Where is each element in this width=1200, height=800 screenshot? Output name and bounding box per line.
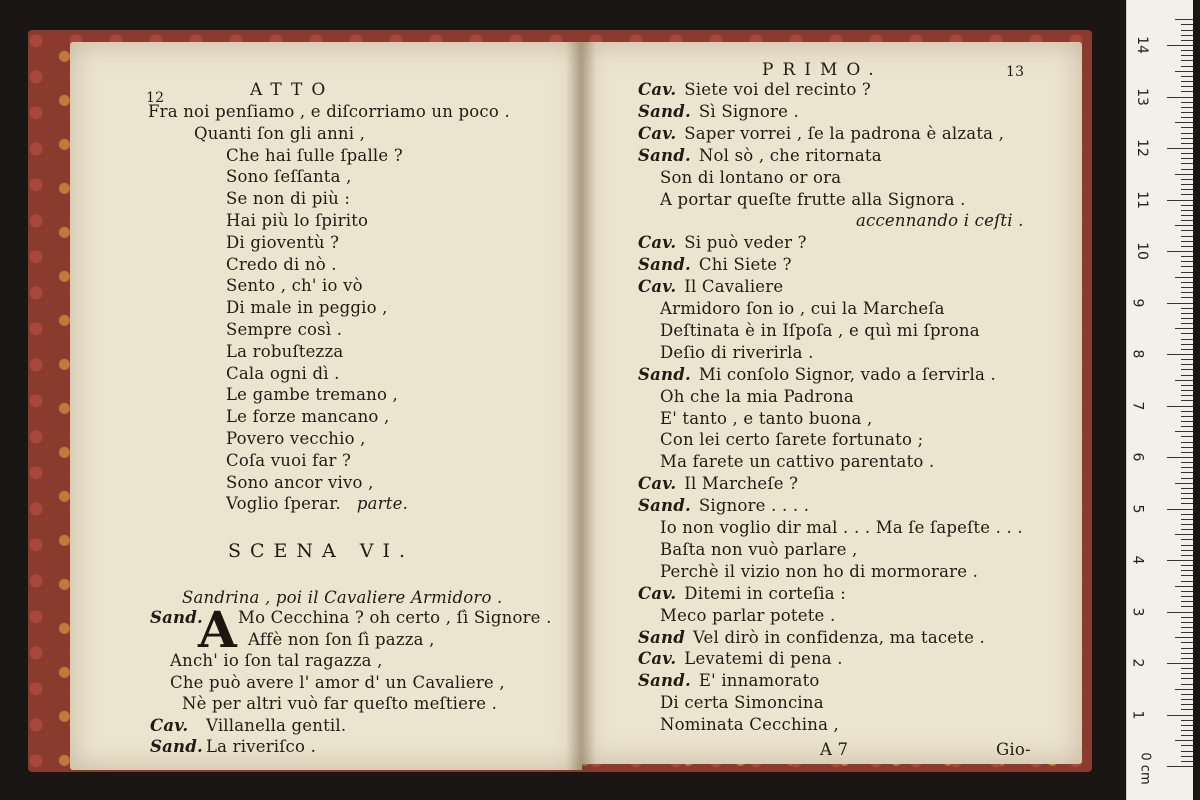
verse-line [226, 451, 351, 470]
ruler-tick [1181, 153, 1193, 154]
ruler-tick [1181, 292, 1193, 293]
ruler-tick [1181, 107, 1193, 108]
ruler-tick [1175, 122, 1193, 123]
ruler-tick [1181, 503, 1193, 504]
dialogue-line [638, 671, 820, 690]
verse-text: Se non di più : [226, 189, 351, 209]
dialogue-text: Baſta non vuò parlare , [660, 539, 858, 559]
ruler-tick [1181, 256, 1193, 257]
ruler-tick [1175, 71, 1193, 72]
dialogue-text: Vel dirò in confidenza, ma tacete . [692, 627, 985, 647]
ruler-tick [1181, 308, 1193, 309]
ruler-tick [1181, 50, 1193, 51]
verse-line [226, 473, 374, 492]
verse-line [226, 407, 389, 426]
dialogue-text: Anch' io ſon tal ragazza , [170, 651, 383, 670]
verse-text: Quanti ſon gli anni , [194, 123, 366, 143]
ruler-tick [1181, 673, 1193, 674]
verse-text: Le gambe tremano , [226, 385, 398, 405]
ruler-tick [1175, 586, 1193, 587]
ruler-number: 8 [1129, 349, 1146, 359]
verse-line [194, 124, 365, 143]
ruler-tick [1167, 766, 1193, 767]
dialogue-line [660, 540, 857, 559]
dialogue-line [660, 321, 980, 340]
ruler-tick [1175, 225, 1193, 226]
ruler-tick [1181, 617, 1193, 618]
dialogue-line [638, 365, 996, 384]
verse-line [226, 298, 388, 317]
speaker-name: Cav. [150, 715, 189, 735]
dialogue-line [638, 80, 871, 99]
ruler-tick [1167, 354, 1193, 355]
dialogue-text: E' tanto , e tanto buona , [660, 408, 873, 428]
ruler-number: 6 [1129, 452, 1146, 462]
ruler-tick [1181, 127, 1193, 128]
ruler-tick [1175, 534, 1193, 535]
drop-cap: A [198, 600, 237, 659]
book-gutter [566, 42, 596, 770]
dialogue-line [170, 651, 383, 670]
ruler-tick [1181, 272, 1193, 273]
ruler-tick [1181, 447, 1193, 448]
dialogue-line [660, 606, 835, 625]
ruler-tick [1167, 457, 1193, 458]
ruler-tick [1175, 277, 1193, 278]
ruler-tick [1181, 519, 1193, 520]
ruler-tick [1181, 179, 1193, 180]
ruler-tick [1175, 19, 1193, 20]
ruler-tick [1181, 143, 1193, 144]
verse-line [226, 429, 366, 448]
dialogue-line [660, 693, 824, 712]
ruler-tick [1181, 210, 1193, 211]
dialogue-text: Mo Cecchina ? oh certo , ſì Signore . [238, 608, 552, 627]
ruler-tick [1181, 76, 1193, 77]
ruler-tick [1181, 385, 1193, 386]
ruler-tick [1181, 591, 1193, 592]
ruler-tick [1181, 725, 1193, 726]
catchword: Gio- [996, 740, 1031, 759]
dialogue-text: Levatemi di pena . [684, 649, 843, 669]
ruler-tick [1181, 411, 1193, 412]
speaker-name: Sand. [150, 608, 203, 627]
ruler-tick [1181, 102, 1193, 103]
dialogue-line [660, 409, 872, 428]
dialogue-line [660, 452, 934, 471]
verse-line [226, 146, 403, 165]
ruler-tick [1181, 550, 1193, 551]
speaker-name: Sand. [638, 671, 691, 691]
ruler-tick [1175, 380, 1193, 381]
ruler-tick [1181, 648, 1193, 649]
dialogue-line [638, 628, 985, 647]
ruler-tick [1181, 364, 1193, 365]
ruler-tick [1181, 246, 1193, 247]
ruler-tick [1181, 318, 1193, 319]
ruler-number: 5 [1129, 504, 1146, 513]
ruler-tick [1175, 328, 1193, 329]
ruler-tick [1175, 431, 1193, 432]
ruler-tick [1167, 663, 1193, 664]
ruler-tick [1181, 30, 1193, 31]
ruler-tick [1181, 55, 1193, 56]
right-running-header: PRIMO. [762, 60, 883, 80]
dialogue-line [638, 584, 846, 603]
ruler-tick [1181, 488, 1193, 489]
ruler-tick [1181, 205, 1193, 206]
ruler-tick [1181, 478, 1193, 479]
ruler-tick [1181, 529, 1193, 530]
ruler-tick [1181, 622, 1193, 623]
ruler-tick [1181, 375, 1193, 376]
dialogue-text: Sì Signore . [698, 101, 799, 121]
ruler-number: 7 [1129, 401, 1146, 410]
ruler-number: 12 [1133, 139, 1150, 157]
ruler-tick [1181, 653, 1193, 654]
verse-line [226, 233, 339, 252]
ruler-tick [1181, 426, 1193, 427]
ruler-tick [1181, 400, 1193, 401]
ruler-tick [1181, 333, 1193, 334]
ruler-tick [1167, 200, 1193, 201]
dialogue-text: Con lei certo ſarete fortunato ; [660, 430, 924, 450]
verse-line [226, 494, 408, 513]
ruler-tick [1181, 60, 1193, 61]
verse-text: Coſa vuoi far ? [226, 450, 352, 470]
measuring-ruler [1126, 0, 1193, 800]
speaker-name: Sand [638, 627, 685, 647]
ruler-tick [1181, 699, 1193, 700]
speaker-name: Cav. [638, 80, 677, 99]
ruler-tick [1181, 751, 1193, 752]
dialogue-text: Saper vorrei , ſe la padrona è alzata , [684, 123, 1005, 143]
dialogue-text: Mi conſolo Signor, vado a ſervirla . [698, 364, 996, 384]
dialogue-line [638, 102, 799, 121]
ruler-tick [1181, 138, 1193, 139]
verse-text: Povero vecchio , [226, 429, 366, 448]
dialogue-text: Meco parlar potete . [660, 605, 836, 625]
dialogue-text: Oh che la mia Padrona [660, 386, 854, 406]
ruler-tick [1181, 282, 1193, 283]
dialogue-line [170, 673, 505, 692]
ruler-number: 10 [1133, 242, 1150, 260]
ruler-tick [1181, 133, 1193, 134]
verse-text: Voglio ſperar. [226, 494, 341, 514]
verse-line [226, 320, 342, 339]
ruler-tick [1175, 174, 1193, 175]
ruler-tick [1181, 339, 1193, 340]
dialogue-text: Nominata Cecchina , [660, 715, 839, 735]
ruler-tick [1181, 261, 1193, 262]
ruler-tick [1181, 184, 1193, 185]
verse-line [226, 342, 343, 361]
dialogue-line [660, 715, 839, 734]
ruler-tick [1181, 395, 1193, 396]
ruler-tick [1181, 694, 1193, 695]
speaker-name: Sand. [638, 145, 691, 165]
dialogue-text: Di certa Simoncina [660, 693, 824, 713]
dialogue-text: Deſio di riverirla . [660, 342, 814, 362]
ruler-tick [1181, 266, 1193, 267]
ruler-tick [1181, 524, 1193, 525]
ruler-tick [1181, 158, 1193, 159]
verse-line [226, 385, 398, 404]
dialogue-line [660, 430, 923, 449]
dialogue-line [638, 649, 843, 668]
ruler-tick [1181, 436, 1193, 437]
ruler-tick [1181, 632, 1193, 633]
dialogue-text: Il Marcheſe ? [684, 474, 799, 494]
dialogue-text: Si può veder ? [684, 233, 807, 253]
verse-text: Di male in peggio , [226, 298, 388, 318]
dialogue-text: Il Cavaliere [684, 277, 784, 297]
ruler-tick [1181, 606, 1193, 607]
ruler-tick [1181, 570, 1193, 571]
ruler-tick [1181, 684, 1193, 685]
speaker-name: Cav. [638, 474, 677, 494]
ruler-tick [1181, 472, 1193, 473]
ruler-tick [1167, 97, 1193, 98]
signature-mark: A 7 [820, 740, 849, 759]
dialogue-text: A portar queſte frutte alla Signora . [660, 189, 966, 209]
ruler-tick [1175, 740, 1193, 741]
ruler-unit-label: 0 cm [1137, 752, 1153, 785]
ruler-tick [1181, 163, 1193, 164]
ruler-number: 4 [1129, 555, 1146, 565]
ruler-tick [1181, 194, 1193, 195]
verse-line [226, 189, 350, 208]
ruler-tick [1181, 241, 1193, 242]
ruler-tick [1167, 148, 1193, 149]
dialogue-text: Ditemi in corteſia : [684, 583, 846, 603]
ruler-tick [1181, 390, 1193, 391]
verse-text: Di gioventù ? [226, 232, 340, 252]
ruler-tick [1181, 297, 1193, 298]
stage-direction: accennando i ceſti . [856, 211, 1024, 231]
right-page-number: 13 [1006, 64, 1025, 80]
verse-text: Cala ogni dì . [226, 363, 340, 383]
ruler-tick [1181, 416, 1193, 417]
ruler-tick [1181, 539, 1193, 540]
ruler-number: 3 [1129, 607, 1146, 616]
ruler-tick [1181, 359, 1193, 360]
verse-line [226, 167, 352, 186]
verse-line [226, 255, 337, 274]
ruler-tick [1181, 498, 1193, 499]
ruler-number: 13 [1133, 87, 1150, 106]
dialogue-text: Signore . . . . [698, 496, 810, 516]
ruler-number: 2 [1129, 658, 1146, 668]
speaker-name: Sand. [150, 737, 203, 756]
ruler-tick [1181, 720, 1193, 721]
dialogue-text: Affè non ſon ſì pazza , [248, 629, 435, 649]
ruler-tick [1181, 565, 1193, 566]
dialogue-text: Deſtinata è in Iſpoſa , e quì mi ſprona [660, 320, 980, 340]
ruler-tick [1181, 596, 1193, 597]
verse-text: La robuſtezza [226, 341, 344, 361]
ruler-tick [1181, 117, 1193, 118]
ruler-tick [1181, 91, 1193, 92]
dialogue-text: Armidoro ſon io , cui la Marcheſa [660, 299, 945, 318]
ruler-tick [1181, 421, 1193, 422]
ruler-tick [1181, 642, 1193, 643]
ruler-tick [1181, 66, 1193, 67]
verse-text: Credo di nò . [226, 254, 337, 274]
scene-heading: SCENA VI. [228, 540, 415, 562]
speaker-name: Cav. [638, 583, 677, 603]
ruler-number: 11 [1133, 190, 1150, 209]
dialogue-line [638, 233, 807, 252]
speaker-name: Cav. [638, 277, 677, 297]
ruler-tick [1181, 704, 1193, 705]
ruler-tick [1167, 303, 1193, 304]
ruler-tick [1181, 545, 1193, 546]
left-running-header: ATTO [250, 80, 335, 100]
speaker-name: Cav. [638, 233, 677, 253]
dialogue-line [660, 168, 841, 187]
ruler-tick [1167, 251, 1193, 252]
dialogue-line [660, 387, 854, 406]
ruler-tick [1181, 220, 1193, 221]
ruler-tick [1167, 715, 1193, 716]
ruler-tick [1181, 668, 1193, 669]
dialogue-line [660, 562, 978, 581]
ruler-tick [1181, 35, 1193, 36]
ruler-tick [1175, 483, 1193, 484]
ruler-tick [1181, 349, 1193, 350]
ruler-tick [1167, 45, 1193, 46]
speaker-name: Sand. [638, 496, 691, 516]
dialogue-text: Nol sò , che ritornata [698, 145, 882, 165]
ruler-tick [1181, 658, 1193, 659]
dialogue-text: La riveriſco . [206, 737, 317, 756]
verse-text: Sempre così . [226, 320, 343, 339]
ruler-tick [1181, 555, 1193, 556]
ruler-tick [1181, 236, 1193, 237]
verse-line [226, 276, 363, 295]
ruler-tick [1181, 313, 1193, 314]
ruler-tick [1181, 112, 1193, 113]
ruler-tick [1181, 323, 1193, 324]
left-page-number: 12 [146, 90, 165, 106]
dialogue-text: Io non voglio dir mal . . . Ma ſe ſapeſte . . . [660, 518, 1023, 537]
ruler-number: 9 [1129, 298, 1146, 307]
dialogue-line [182, 694, 497, 713]
verse-line [226, 211, 368, 230]
ruler-tick [1181, 287, 1193, 288]
ruler-tick [1181, 230, 1193, 231]
ruler-tick [1167, 560, 1193, 561]
ruler-tick [1181, 215, 1193, 216]
verse-text: Hai più lo ſpirito [226, 211, 369, 230]
verse-line [148, 102, 510, 121]
stage-direction: parte. [356, 494, 409, 514]
verse-text: Che hai ſulle ſpalle ? [226, 145, 403, 165]
ruler-tick [1181, 169, 1193, 170]
dialogue-line [248, 630, 435, 649]
verse-line [226, 364, 340, 383]
ruler-number: 1 [1129, 710, 1146, 719]
ruler-tick [1181, 493, 1193, 494]
ruler-tick [1181, 581, 1193, 582]
ruler-tick [1181, 40, 1193, 41]
ruler-tick [1181, 756, 1193, 757]
dialogue-line [660, 518, 1023, 537]
ruler-tick [1175, 689, 1193, 690]
speaker-name: Sand. [638, 255, 691, 275]
ruler-tick [1181, 735, 1193, 736]
ruler-tick [1167, 406, 1193, 407]
ruler-tick [1181, 678, 1193, 679]
dialogue-text: E' innamorato [698, 671, 820, 691]
verse-text: Sento , ch' io vò [226, 276, 363, 296]
dialogue-text: Chi Siete ? [698, 255, 792, 275]
ruler-tick [1175, 637, 1193, 638]
ruler-tick [1181, 575, 1193, 576]
ruler-tick [1181, 709, 1193, 710]
dialogue-text: Siete voi del recinto ? [684, 80, 871, 99]
ruler-tick [1181, 730, 1193, 731]
dialogue-line [638, 146, 882, 165]
dialogue-line [856, 211, 1024, 230]
dialogue-line [660, 343, 814, 362]
ruler-tick [1181, 745, 1193, 746]
dialogue-line [660, 190, 966, 209]
ruler-tick [1181, 627, 1193, 628]
ruler-tick [1181, 189, 1193, 190]
dialogue-line [638, 124, 1004, 143]
ruler-tick [1181, 601, 1193, 602]
ruler-tick [1181, 369, 1193, 370]
scene-characters: Sandrina , poi il Cavaliere Armidoro . [182, 588, 503, 607]
ruler-tick [1181, 761, 1193, 762]
dialogue-line [638, 496, 809, 515]
ruler-tick [1181, 514, 1193, 515]
dialogue-line [638, 277, 783, 296]
speaker-name: Sand. [638, 364, 691, 384]
verse-text: Sono ſeſſanta , [226, 167, 352, 187]
dialogue-text: Son di lontano or ora [660, 167, 842, 187]
speaker-name: Cav. [638, 649, 677, 669]
dialogue-line [638, 255, 792, 274]
ruler-tick [1181, 462, 1193, 463]
ruler-tick [1181, 344, 1193, 345]
ruler-tick [1167, 612, 1193, 613]
dialogue-text: Nè per altri vuò far queſto meſtiere . [182, 694, 498, 713]
dialogue-line [660, 299, 945, 318]
ruler-tick [1181, 442, 1193, 443]
dialogue-text: Ma farete un cattivo parentato . [660, 452, 935, 472]
ruler-tick [1167, 509, 1193, 510]
ruler-tick [1181, 81, 1193, 82]
ruler-tick [1181, 24, 1193, 25]
verse-text: Le forze mancano , [226, 407, 390, 427]
dialogue-text: Che può avere l' amor d' un Cavaliere , [170, 672, 505, 692]
dialogue-text: Perchè il vizio non ho di mormorare . [660, 561, 979, 581]
ruler-number: 14 [1133, 36, 1150, 54]
dialogue-line [638, 474, 798, 493]
ruler-tick [1181, 467, 1193, 468]
verse-text: Sono ancor vivo , [226, 472, 374, 492]
ruler-tick [1181, 452, 1193, 453]
dialogue-text: Villanella gentil. [206, 715, 347, 735]
speaker-name: Sand. [638, 101, 691, 121]
verse-text: Fra noi penſiamo , e diſcorriamo un poco . [148, 102, 510, 121]
ruler-tick [1181, 86, 1193, 87]
speaker-name: Cav. [638, 123, 677, 143]
